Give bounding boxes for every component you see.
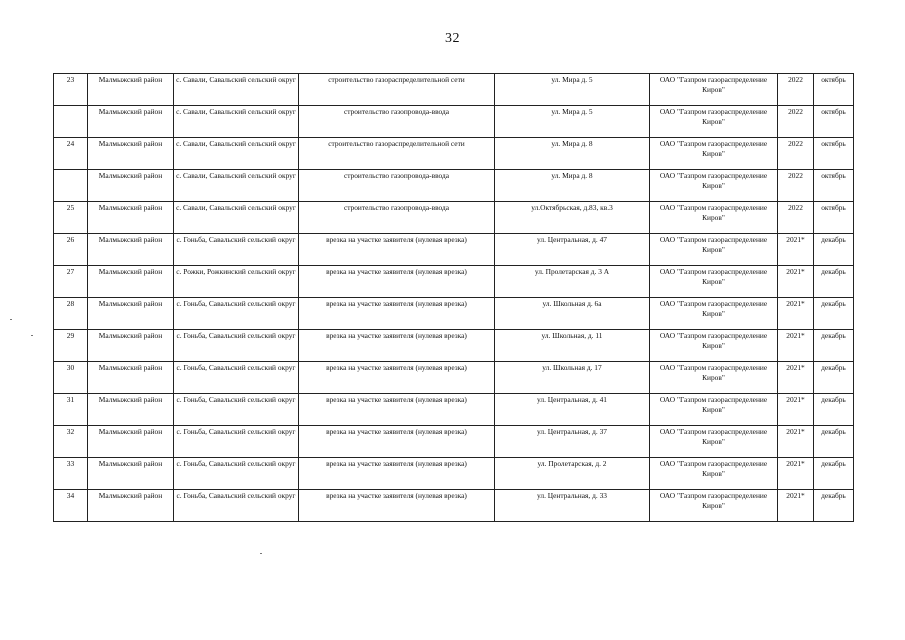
year-cell: 2021* <box>778 266 814 298</box>
organization-cell: ОАО "Газпром газораспределение Киров" <box>650 266 778 298</box>
year-cell: 2021* <box>778 394 814 426</box>
year-cell: 2021* <box>778 330 814 362</box>
table-row <box>54 266 854 298</box>
locality-cell: с. Савали, Савальский сельский округ <box>174 74 299 106</box>
month-cell: декабрь <box>814 234 854 266</box>
month-cell: октябрь <box>814 138 854 170</box>
table-row <box>54 426 854 458</box>
year-cell: 2022 <box>778 138 814 170</box>
organization-cell: ОАО "Газпром газораспределение Киров" <box>650 458 778 490</box>
year-cell: 2021* <box>778 426 814 458</box>
organization-cell: ОАО "Газпром газораспределение Киров" <box>650 394 778 426</box>
month-cell: декабрь <box>814 330 854 362</box>
month-cell: декабрь <box>814 490 854 522</box>
month-cell: декабрь <box>814 298 854 330</box>
organization-cell: ОАО "Газпром газораспределение Киров" <box>650 138 778 170</box>
work-type-cell: строительство газопровода-ввода <box>299 106 495 138</box>
month-cell: декабрь <box>814 362 854 394</box>
row-number: 29 <box>54 330 88 362</box>
table-row <box>54 330 854 362</box>
locality-cell: с. Гоньба, Савальский сельский округ <box>174 298 299 330</box>
district-cell: Малмыжский район <box>88 298 174 330</box>
locality-cell: с. Гоньба, Савальский сельский округ <box>174 394 299 426</box>
address-cell: ул. Центральная, д. 37 <box>495 426 650 458</box>
locality-cell: с. Савали, Савальский сельский округ <box>174 202 299 234</box>
table-row <box>54 362 854 394</box>
month-cell: октябрь <box>814 106 854 138</box>
work-type-cell: строительство газопровода-ввода <box>299 170 495 202</box>
address-cell: ул. Пролетарская д. 3 А <box>495 266 650 298</box>
district-cell: Малмыжский район <box>88 106 174 138</box>
organization-cell: ОАО "Газпром газораспределение Киров" <box>650 330 778 362</box>
locality-cell: с. Рожки, Рожкинский сельский округ <box>174 266 299 298</box>
district-cell: Малмыжский район <box>88 138 174 170</box>
row-number: 31 <box>54 394 88 426</box>
locality-cell: с. Гоньба, Савальский сельский округ <box>174 362 299 394</box>
work-type-cell: строительство газораспределительной сети <box>299 74 495 106</box>
district-cell: Малмыжский район <box>88 426 174 458</box>
locality-cell: с. Гоньба, Савальский сельский округ <box>174 458 299 490</box>
year-cell: 2022 <box>778 170 814 202</box>
address-cell: ул. Центральная, д. 41 <box>495 394 650 426</box>
scan-speck <box>31 335 33 336</box>
locality-cell: с. Савали, Савальский сельский округ <box>174 138 299 170</box>
table-row <box>54 170 854 202</box>
year-cell: 2022 <box>778 202 814 234</box>
scan-speck <box>10 319 12 320</box>
row-number: 34 <box>54 490 88 522</box>
row-number: 30 <box>54 362 88 394</box>
organization-cell: ОАО "Газпром газораспределение Киров" <box>650 362 778 394</box>
district-cell: Малмыжский район <box>88 74 174 106</box>
row-number: 24 <box>54 138 88 170</box>
month-cell: октябрь <box>814 74 854 106</box>
table-body <box>54 74 854 522</box>
row-number <box>54 170 88 202</box>
gas-works-table <box>53 73 854 522</box>
table-row <box>54 106 854 138</box>
table-row <box>54 458 854 490</box>
table-row <box>54 298 854 330</box>
work-type-cell: врезка на участке заявителя (нулевая врезка) <box>299 394 495 426</box>
address-cell: ул. Центральная, д. 33 <box>495 490 650 522</box>
organization-cell: ОАО "Газпром газораспределение Киров" <box>650 298 778 330</box>
year-cell: 2022 <box>778 106 814 138</box>
district-cell: Малмыжский район <box>88 234 174 266</box>
organization-cell: ОАО "Газпром газораспределение Киров" <box>650 426 778 458</box>
district-cell: Малмыжский район <box>88 362 174 394</box>
address-cell: ул. Пролетарская, д. 2 <box>495 458 650 490</box>
month-cell: декабрь <box>814 426 854 458</box>
work-type-cell: врезка на участке заявителя (нулевая врезка) <box>299 298 495 330</box>
row-number: 26 <box>54 234 88 266</box>
table-row <box>54 394 854 426</box>
address-cell: ул. Школьная д. 17 <box>495 362 650 394</box>
work-type-cell: врезка на участке заявителя (нулевая врезка) <box>299 266 495 298</box>
year-cell: 2021* <box>778 490 814 522</box>
page-number: 32 <box>445 31 460 46</box>
table-row <box>54 490 854 522</box>
district-cell: Малмыжский район <box>88 458 174 490</box>
work-type-cell: врезка на участке заявителя (нулевая врезка) <box>299 362 495 394</box>
year-cell: 2021* <box>778 298 814 330</box>
month-cell: декабрь <box>814 458 854 490</box>
district-cell: Малмыжский район <box>88 330 174 362</box>
address-cell: ул.Октябрьская, д.83, кв.3 <box>495 202 650 234</box>
row-number: 25 <box>54 202 88 234</box>
organization-cell: ОАО "Газпром газораспределение Киров" <box>650 106 778 138</box>
locality-cell: с. Савали, Савальский сельский округ <box>174 106 299 138</box>
district-cell: Малмыжский район <box>88 490 174 522</box>
row-number <box>54 106 88 138</box>
month-cell: октябрь <box>814 170 854 202</box>
address-cell: ул. Школьная, д. 11 <box>495 330 650 362</box>
row-number: 33 <box>54 458 88 490</box>
district-cell: Малмыжский район <box>88 266 174 298</box>
address-cell: ул. Мира д. 8 <box>495 170 650 202</box>
table-row <box>54 234 854 266</box>
year-cell: 2022 <box>778 74 814 106</box>
row-number: 32 <box>54 426 88 458</box>
organization-cell: ОАО "Газпром газораспределение Киров" <box>650 202 778 234</box>
month-cell: октябрь <box>814 202 854 234</box>
year-cell: 2021* <box>778 458 814 490</box>
address-cell: ул. Школьная д. 6а <box>495 298 650 330</box>
organization-cell: ОАО "Газпром газораспределение Киров" <box>650 74 778 106</box>
scan-speck <box>260 553 262 554</box>
table-row <box>54 138 854 170</box>
organization-cell: ОАО "Газпром газораспределение Киров" <box>650 234 778 266</box>
district-cell: Малмыжский район <box>88 202 174 234</box>
work-type-cell: врезка на участке заявителя (нулевая врезка) <box>299 490 495 522</box>
address-cell: ул. Мира д. 8 <box>495 138 650 170</box>
locality-cell: с. Гоньба, Савальский сельский округ <box>174 330 299 362</box>
locality-cell: с. Гоньба, Савальский сельский округ <box>174 490 299 522</box>
organization-cell: ОАО "Газпром газораспределение Киров" <box>650 170 778 202</box>
work-type-cell: врезка на участке заявителя (нулевая врезка) <box>299 234 495 266</box>
work-type-cell: врезка на участке заявителя (нулевая врезка) <box>299 458 495 490</box>
table-row <box>54 202 854 234</box>
organization-cell: ОАО "Газпром газораспределение Киров" <box>650 490 778 522</box>
district-cell: Малмыжский район <box>88 170 174 202</box>
month-cell: декабрь <box>814 266 854 298</box>
table-row <box>54 74 854 106</box>
work-type-cell: врезка на участке заявителя (нулевая врезка) <box>299 330 495 362</box>
locality-cell: с. Гоньба, Савальский сельский округ <box>174 234 299 266</box>
locality-cell: с. Гоньба, Савальский сельский округ <box>174 426 299 458</box>
work-type-cell: врезка на участке заявителя (нулевая врезка) <box>299 426 495 458</box>
address-cell: ул. Центральная, д. 47 <box>495 234 650 266</box>
year-cell: 2021* <box>778 234 814 266</box>
row-number: 27 <box>54 266 88 298</box>
address-cell: ул. Мира д. 5 <box>495 106 650 138</box>
work-type-cell: строительство газопровода-ввода <box>299 202 495 234</box>
row-number: 28 <box>54 298 88 330</box>
row-number: 23 <box>54 74 88 106</box>
work-type-cell: строительство газораспределительной сети <box>299 138 495 170</box>
locality-cell: с. Савали, Савальский сельский округ <box>174 170 299 202</box>
district-cell: Малмыжский район <box>88 394 174 426</box>
address-cell: ул. Мира д. 5 <box>495 74 650 106</box>
month-cell: декабрь <box>814 394 854 426</box>
year-cell: 2021* <box>778 362 814 394</box>
